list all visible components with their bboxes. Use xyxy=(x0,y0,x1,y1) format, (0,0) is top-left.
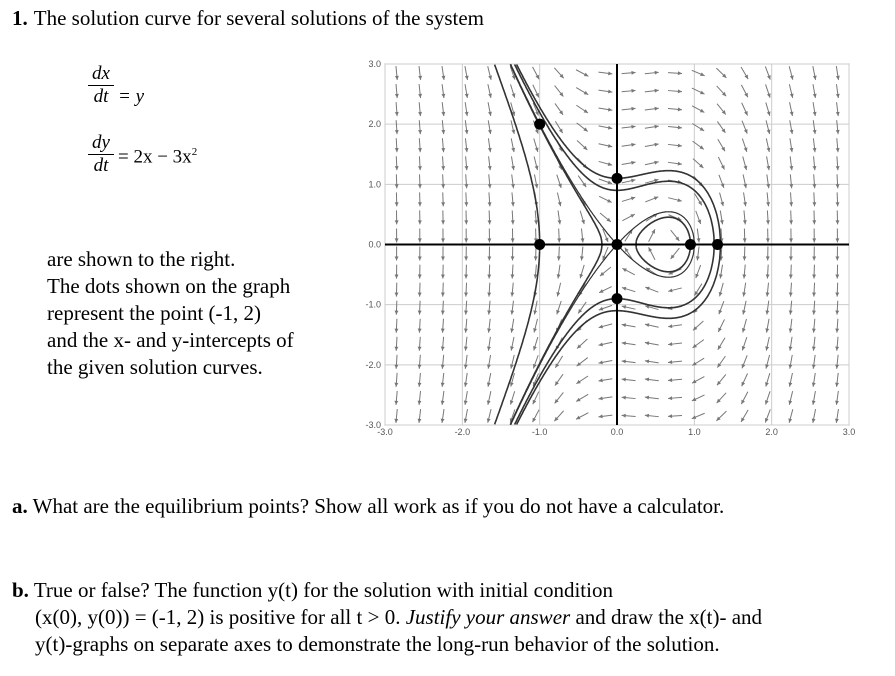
question-b-line1: True or false? The function y(t) for the solution with initial condition xyxy=(33,578,613,602)
eq1-rhs: = y xyxy=(118,86,145,107)
marked-point xyxy=(534,239,545,250)
question-a-label: a. xyxy=(12,494,28,518)
eq2-exponent: 2 xyxy=(191,146,198,158)
eq1-numerator: dx xyxy=(88,64,114,86)
x-tick-label: -1.0 xyxy=(531,427,548,437)
marked-point xyxy=(712,239,723,250)
problem-heading xyxy=(12,6,484,31)
question-b-emphasis: Justify your answer xyxy=(405,605,571,629)
desc-line: represent the point (-1, 2) xyxy=(47,301,262,325)
problem-number: 1. xyxy=(12,6,28,30)
desc-line: are shown to the right. xyxy=(47,247,236,271)
x-tick-label: 3.0 xyxy=(842,427,856,437)
question-b xyxy=(12,577,762,658)
question-a xyxy=(12,493,724,520)
problem-heading-text: The solution curve for several solutions of the system xyxy=(33,6,484,30)
question-b-line2c: and draw the x(t)- and xyxy=(570,605,763,629)
x-tick-label: -3.0 xyxy=(377,427,393,437)
x-tick-label: -2.0 xyxy=(454,427,471,437)
eq1-fraction xyxy=(88,64,114,108)
eq2-fraction xyxy=(88,133,114,177)
desc-line: The dots shown on the graph xyxy=(47,274,291,298)
graph-description xyxy=(47,246,294,381)
marked-point xyxy=(612,293,623,304)
marked-point xyxy=(612,239,623,250)
x-tick-label: 0.0 xyxy=(610,427,624,437)
y-tick-label: -1.0 xyxy=(365,299,381,310)
question-a-text: What are the equilibrium points? Show all work as if you do not have a calculator. xyxy=(32,494,725,518)
question-b-line3: y(t)-graphs on separate axes to demonstrate the long-run behavior of the solution. xyxy=(35,632,720,656)
marked-point xyxy=(534,119,545,130)
x-tick-label: 1.0 xyxy=(688,427,701,437)
y-tick-label: -3.0 xyxy=(365,420,381,430)
question-b-label: b. xyxy=(12,578,29,602)
eq2-denominator: dt xyxy=(93,155,109,176)
eq2-numerator: dy xyxy=(88,133,114,155)
x-tick-label: 2.0 xyxy=(765,427,778,437)
y-tick-label: -2.0 xyxy=(365,359,381,370)
eq2-rhs: = $2x - 3x^2$ xyxy=(118,146,198,168)
y-tick-label: 2.0 xyxy=(368,119,381,130)
desc-line: the given solution curves. xyxy=(47,355,263,379)
question-b-line2a: (x(0), y(0)) = (-1, 2) is positive for all t > 0. xyxy=(35,605,406,629)
marked-point xyxy=(685,239,696,250)
y-tick-label: 0.0 xyxy=(368,239,381,250)
y-tick-label: 3.0 xyxy=(368,59,381,69)
y-tick-label: 1.0 xyxy=(368,179,381,190)
desc-line: and the x- and y-intercepts of xyxy=(47,328,294,352)
phase-plane-plot xyxy=(345,55,865,437)
marked-point xyxy=(612,173,623,184)
eq1-denominator: dt xyxy=(93,86,109,107)
